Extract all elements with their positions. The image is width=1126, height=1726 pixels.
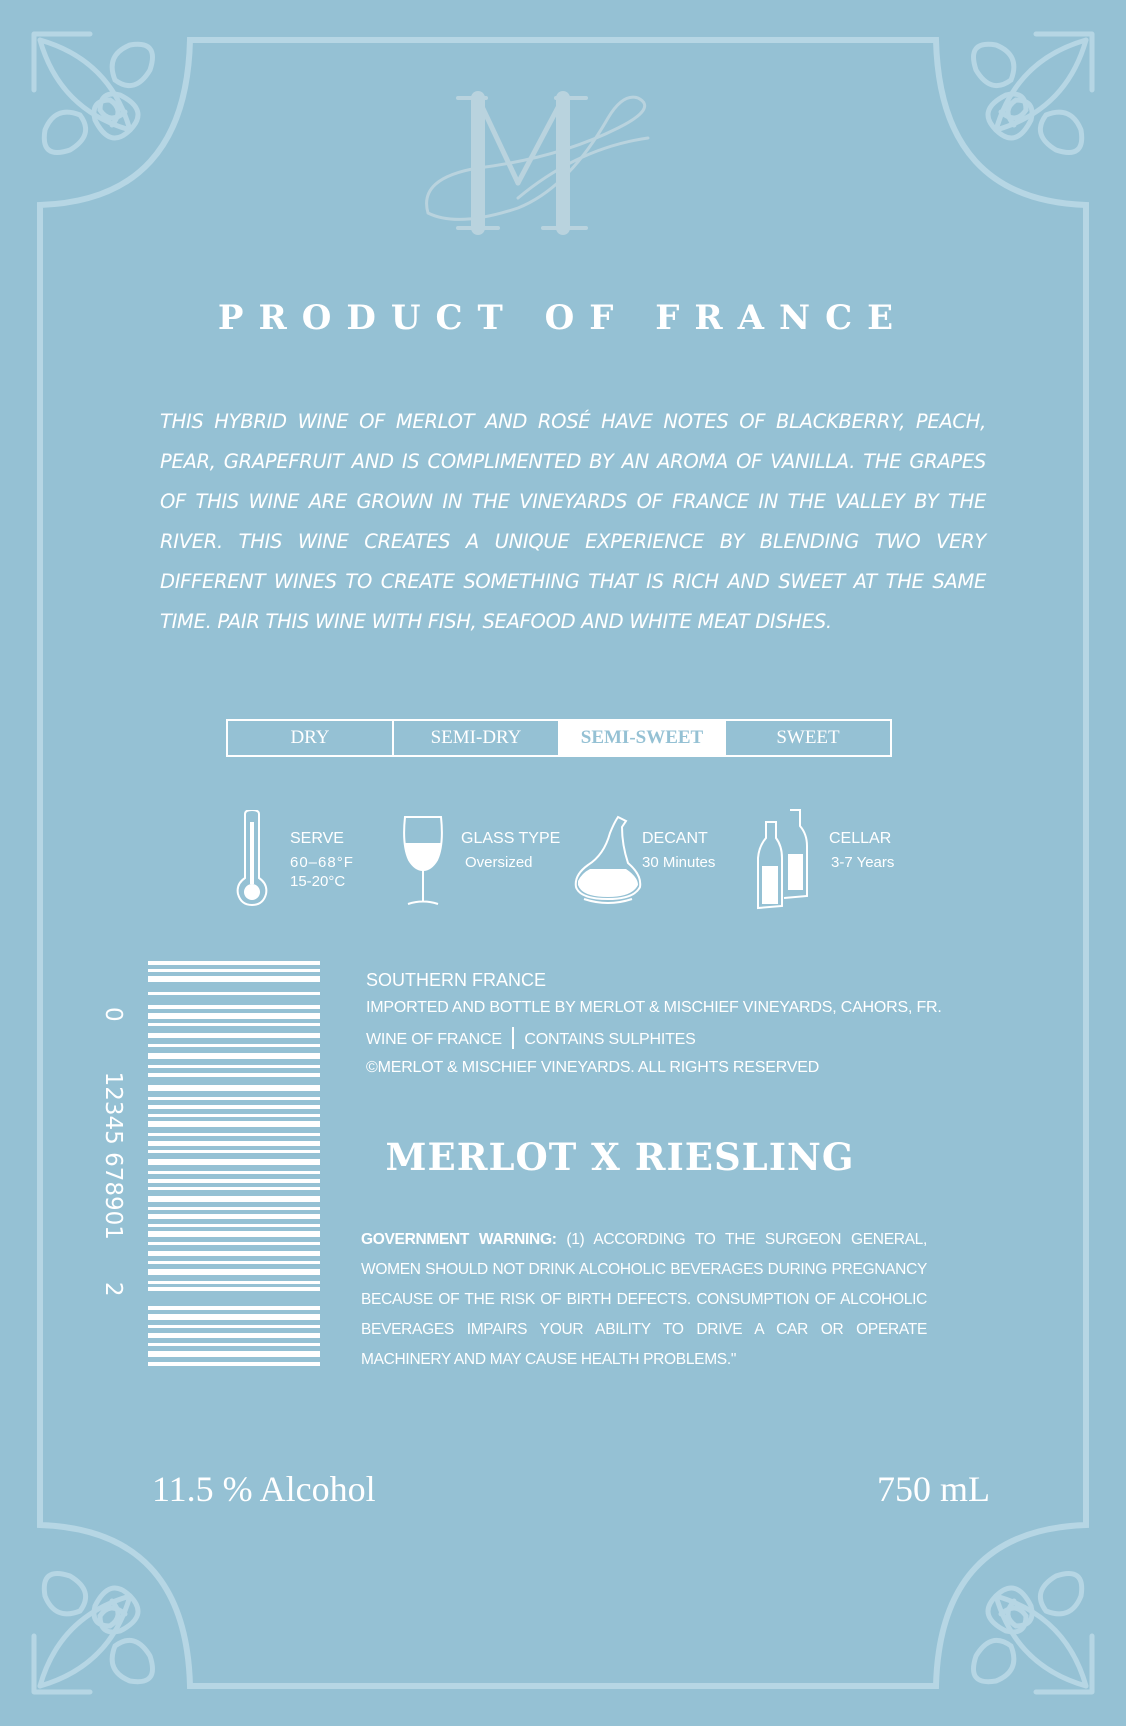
decanter-icon (570, 815, 646, 907)
government-warning (361, 1225, 927, 1375)
decant-spec (642, 830, 715, 871)
sweetness-semi-dry: SEMI-DRY (392, 721, 558, 755)
origin-heading: PRODUCT OF FRANCE (217, 298, 909, 338)
barcode-digits (98, 1007, 128, 1307)
barcode (148, 961, 320, 1369)
serve-spec (290, 830, 354, 890)
warning-text: (1) ACCORDING TO THE SURGEON GENERAL, WOMEN SHOULD NOT DRINK ALCOHOLIC BEVERAGES DURING PREGNANCY BECAUSE OF THE RISK OF BIRTH DEFECTS. CONSUMPTION OF ALCOHOLIC BEVERAGES IMPAIRS YOUR ABILITY TO DRIVE A CAR OR OPERATE MACHINERY AND MAY CAUSE HEALTH PROBLEMS." (361, 1231, 927, 1368)
separator (512, 1027, 514, 1049)
monogram-logo (418, 88, 718, 238)
warning-title: GOVERNMENT WARNING: (361, 1231, 557, 1248)
barcode-digits-middle: 12345 678901 (100, 1071, 126, 1240)
sweetness-semi-sweet-selected: SEMI-SWEET (558, 721, 724, 755)
wine-glass-icon (402, 815, 444, 907)
sweetness-scale (226, 719, 892, 757)
contains-sulphites: CONTAINS SULPHITES (524, 1031, 696, 1048)
cellar-value: 3-7 Years (831, 854, 895, 871)
glass-label: GLASS TYPE (461, 830, 561, 847)
alcohol-content: 11.5 % Alcohol (152, 1469, 376, 1509)
wine-description: THIS HYBRID WINE OF MERLOT AND ROSÉ HAVE NOTES OF BLACKBERRY, PEACH, PEAR, GRAPEFRUIT AND IS COMPLIMENTED BY AN AROMA OF VANILLA. THE GRAPES OF THIS WINE ARE GROWN IN THE VINEYARDS OF FRANCE IN THE VALLEY BY THE RIVER. THIS WINE CREATES A UNIQUE EXPERIENCE BY BLENDING TWO VERY DIFFERENT WINES TO CREATE SOMETHING THAT IS RICH AND SWEET AT THE SAME TIME. PAIR THIS WINE WITH FISH, SEAFOOD AND WHITE MEAT DISHES. (160, 410, 986, 633)
producer-info (366, 970, 946, 1087)
bottle-volume: 750 mL (877, 1469, 990, 1509)
cellar-label: CELLAR (829, 830, 892, 847)
decant-value: 30 Minutes (642, 854, 716, 871)
copyright-line: ©MERLOT & MISCHIEF VINEYARDS. ALL RIGHTS RESERVED (366, 1059, 820, 1076)
sweetness-sweet: SWEET (724, 721, 890, 755)
wine-name: MERLOT X RIESLING (385, 1135, 855, 1179)
thermometer-icon (234, 810, 270, 906)
serve-fahrenheit: 60–68°F (290, 854, 354, 871)
wine-of-france: WINE OF FRANCE (366, 1031, 502, 1048)
cellar-spec (829, 830, 894, 871)
barcode-digit-last: 2 (100, 1281, 126, 1297)
sweetness-dry: DRY (290, 727, 330, 748)
glass-spec (461, 830, 560, 871)
serve-label: SERVE (290, 830, 344, 847)
region: SOUTHERN FRANCE (366, 970, 547, 990)
decant-label: DECANT (642, 830, 708, 847)
wine-of-line (366, 1027, 946, 1049)
serve-celsius: 15-20°C (290, 873, 346, 890)
glass-value: Oversized (465, 854, 533, 871)
barcode-digit-first: 0 (100, 1007, 126, 1022)
importer-line: IMPORTED AND BOTTLE BY MERLOT & MISCHIEF VINEYARDS, CAHORS, FR. (366, 999, 942, 1016)
bottles-icon (754, 808, 810, 910)
